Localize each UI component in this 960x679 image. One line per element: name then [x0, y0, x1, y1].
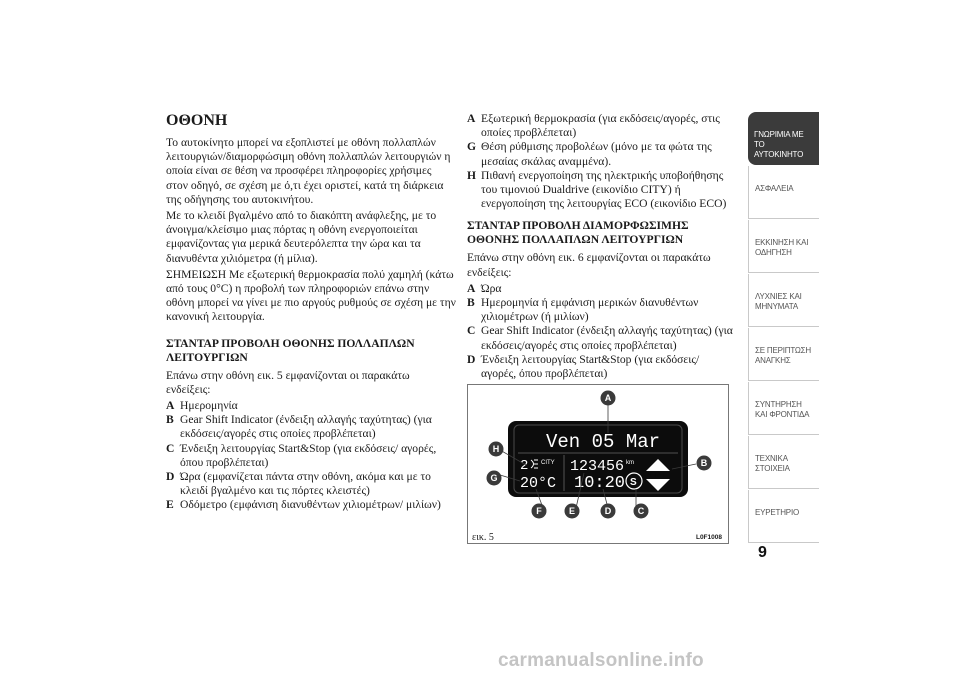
list-item: H Πιθανή ενεργοποίηση της ηλεκτρικής υποβοήθησης του τιμονιού Dualdrive (εικονίδιο CITY) ή ενεργοποίηση της λειτουργίας ECO (εικονίδιο ECO)	[467, 168, 727, 211]
section-title: ΟΘΟΝΗ	[166, 112, 228, 129]
city-indicator: CITY	[541, 460, 555, 466]
svg-text:A: A	[604, 393, 612, 403]
list-item: A Εξωτερική θερμοκρασία (για εκδόσεις/αγορές, στις οποίες προβλέπεται)	[467, 112, 720, 140]
list-item: A Ώρα	[467, 281, 502, 295]
list-item: C Ένδειξη λειτουργίας Start&Stop (για εκδόσεις/ αγορές, όπου προβλέπεται)	[166, 441, 437, 469]
legend-list	[467, 282, 737, 381]
svg-text:G: G	[490, 473, 498, 483]
list-item: D Ώρα (εμφανίζεται πάντα στην οθόνη, ακόμα και με το κλειδί βγαλμένο και τις πόρτες κλειστές)	[166, 470, 431, 498]
svg-text:F: F	[536, 506, 542, 516]
odometer-readout: 123456	[570, 458, 625, 475]
display-illustration	[468, 385, 728, 530]
svg-text:E: E	[568, 506, 576, 516]
list-item: G Θέση ρύθμισης προβολέων (μόνο με τα φώτα της μεσαίας σκάλας αναμμένα).	[467, 140, 712, 168]
svg-text:S: S	[630, 477, 637, 488]
figure-code: L0F1008	[695, 534, 722, 541]
watermark: carmanualsonline.info	[498, 650, 704, 671]
date-readout: Ven 05 Mar	[546, 431, 661, 453]
shift-label: SHIFT	[648, 473, 666, 479]
tab-getting-to-know[interactable]: ΓΝΩΡΙΜΙΑ ΜΕ ΤΟ ΑΥΤΟΚΙΝΗΤΟ	[748, 112, 819, 165]
legend-list-continued	[467, 112, 737, 211]
tab-index[interactable]: ΕΥΡΕΤΗΡΙΟ	[748, 490, 819, 543]
legend-list	[166, 399, 456, 513]
subsection-heading: ΣΤΑΝΤΑΡ ΠΡΟΒΟΛΗ ΟΘΟΝΗΣ ΠΟΛΛΑΠΛΩΝ ΛΕΙΤΟΥΡΓΙΩΝ	[166, 336, 415, 364]
paragraph-intro: Το αυτοκίνητο μπορεί να εξοπλιστεί με οθόνη πολλαπλών λειτουργιών/διαμορφώσιμη οθόνη πολλαπλών λειτουργιών η οποία είναι σε θέση να προσφέρει πληροφορίες χρήσιμες στον οδηγό, σε σχέση με ό,τι έχει οριστεί, κατά τη διάρκεια της οδήγησης του αυτοκινήτου.	[166, 136, 451, 206]
tab-starting-driving[interactable]: ΕΚΚΙΝΗΣΗ ΚΑΙ ΟΔΗΓΗΣΗ	[748, 220, 819, 273]
figure-caption: εικ. 5	[472, 532, 494, 543]
odometer-unit: km	[626, 460, 634, 466]
right-column	[467, 112, 737, 381]
svg-text:B: B	[700, 458, 708, 468]
left-column	[166, 112, 456, 513]
tab-warning-lights[interactable]: ΛΥΧΝΙΕΣ ΚΑΙ ΜΗΝΥΜΑΤΑ	[748, 274, 819, 327]
figure-display	[467, 384, 729, 544]
list-intro: Επάνω στην οθόνη εικ. 6 εμφανίζονται οι παρακάτω ενδείξεις:	[467, 251, 711, 279]
svg-text:H: H	[492, 444, 500, 454]
list-item: B Ημερομηνία ή εμφάνιση μερικών διανυθέντων χιλιομέτρων (ή μιλίων)	[467, 296, 699, 324]
temperature-readout: 20°C	[520, 475, 557, 492]
svg-text:D: D	[604, 506, 612, 516]
chapter-tabs	[748, 112, 819, 544]
subsection-heading-configurable: ΣΤΑΝΤΑΡ ΠΡΟΒΟΛΗ ΔΙΑΜΟΡΦΩΣΙΜΗΣ ΟΘΟΝΗΣ ΠΟΛΛΑΠΛΩΝ ΛΕΙΤΟΥΡΓΙΩΝ	[467, 219, 689, 247]
tab-emergency[interactable]: ΣΕ ΠΕΡΙΠΤΩΣΗ ΑΝΑΓΚΗΣ	[748, 328, 819, 381]
tab-maintenance[interactable]: ΣΥΝΤΗΡΗΣΗ ΚΑΙ ΦΡΟΝΤΙΔΑ	[748, 382, 819, 435]
list-intro: Επάνω στην οθόνη εικ. 5 εμφανίζονται οι παρακάτω ενδείξεις:	[166, 368, 410, 396]
list-item: C Gear Shift Indicator (ένδειξη αλλαγής ταχύτητας) (για εκδόσεις/αγορές στις οποίες προβλέπεται)	[467, 324, 733, 352]
clock-readout: 10:20	[574, 474, 626, 493]
tab-safety[interactable]: ΑΣΦΑΛΕΙΑ	[748, 166, 819, 219]
list-item: D Ένδειξη λειτουργίας Start&Stop (για εκδόσεις/ αγορές, όπου προβλέπεται)	[467, 352, 700, 381]
paragraph-key-removed: Με το κλειδί βγαλμένο από το διακόπτη ανάφλεξης, με το άνοιγμα/κλείσιμο μιας πόρτας η οθόνη ενεργοποιείται εμφανίζοντας για μερικά δευτερόλεπτα την ώρα και τα διανυθέντα χιλιόμετρα (ή μίλια).	[166, 209, 437, 265]
list-item: E Οδόμετρο (εμφάνιση διανυθέντων χιλιομέτρων/ μιλίων)	[166, 498, 441, 512]
tab-technical-data[interactable]: ΤΕΧΝΙΚΑ ΣΤΟΙΧΕΙΑ	[748, 436, 819, 489]
page-number: 9	[758, 544, 767, 561]
headlamp-level: 2	[520, 458, 529, 474]
svg-text:C: C	[637, 506, 645, 516]
list-item: B Gear Shift Indicator (ένδειξη αλλαγής ταχύτητας) (για εκδόσεις/αγορές στις οποίες προβλέπεται)	[166, 413, 432, 441]
list-item: A Ημερομηνία	[166, 399, 238, 413]
paragraph-note: ΣΗΜΕΙΩΣΗ Με εξωτερική θερμοκρασία πολύ χαμηλή (κάτω από τους 0°C) η προβολή των πληροφοριών επάνω στην οθόνη μπορεί να γίνει με πιο αργούς ρυθμούς σε σχέση με την κανονική λειτουργία.	[166, 267, 456, 324]
